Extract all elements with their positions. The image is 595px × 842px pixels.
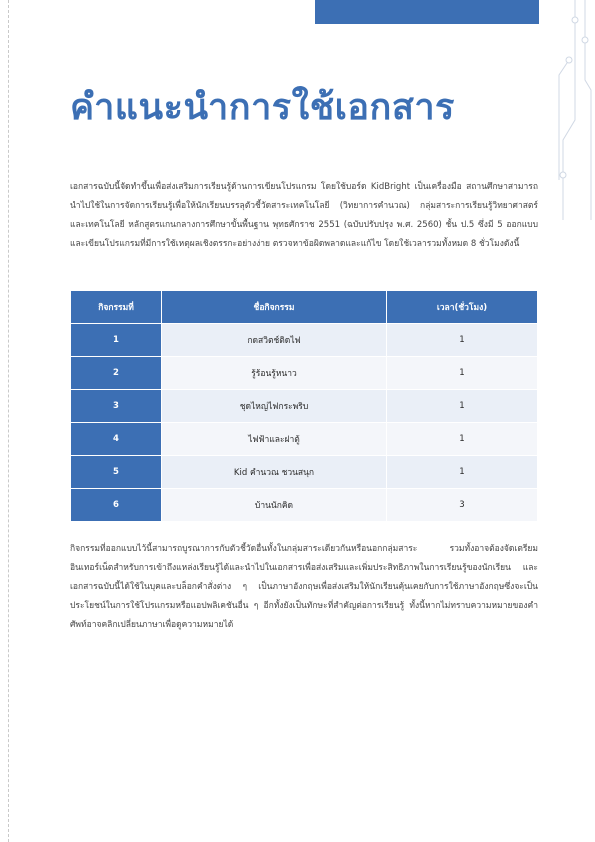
header-hours: เวลา(ชั่วโมง) — [387, 291, 538, 324]
intro-paragraph: เอกสารฉบับนี้จัดทำขึ้นเพื่อส่งเสริมการเรียนรู้ด้านการเขียนโปรแกรม โดยใช้บอร์ด KidBright เป็นเครื่องมือ สถานศึกษาสามารถนำไปใช้ในการจัดการเรียนรู้เพื่อให้นักเรียนบรรลุตัวชี้วัดสาระเทคโนโลยี (วิทยาการคำนวณ) กลุ่มสาระการเรียนรู้วิทยาศาสตร์และเทคโนโลยี หลักสูตรแกนกลางการศึกษาขั้นพื้นฐาน พุทธศักราช 2551 (ฉบับปรับปรุง พ.ศ. 2560) ชั้น ป.5 ซึ่งมี 5 ออกแบบและเขียนโปรแกรมที่มีการใช้เหตุผลเชิงตรรกะอย่างง่าย ตรวจหาข้อผิดพลาดและแก้ไข โดยใช้เวลารวมทั้งหมด 8 ชั่วโมงดังนี้ — [70, 182, 538, 249]
activity-table — [70, 290, 538, 522]
activity-hours: 1 — [387, 423, 538, 456]
table-row — [71, 324, 538, 357]
activity-hours: 1 — [387, 456, 538, 489]
activity-hours: 1 — [387, 324, 538, 357]
activity-name: รู้ร้อนรู้หนาว — [162, 357, 387, 390]
outro-paragraph: กิจกรรมที่ออกแบบไว้นี้สามารถบูรณาการกับตัวชี้วัดอื่นทั้งในกลุ่มสาระเดียวกันหรือนอกกลุ่มสาระ รวมทั้งอาจต้องจัดเตรียมอินเทอร์เน็ตสำหรับการเข้าถึงแหล่งเรียนรู้ได้และนำไปในเอกสารเพื่อส่งเสริมและเพิ่มประสิทธิภาพในการเรียนรู้ของนักเรียน และเอกสารฉบับนี้ได้ใช้ในบุคและบล็อกคำสั่งต่าง ๆ เป็นภาษาอังกฤษเพื่อส่งเสริมให้นักเรียนคุ้นเคยกับการใช้ภาษาอังกฤษซึ่งจะเป็นประโยชน์ในการใช้โปรแกรมหรือแอปพลิเคชันอื่น ๆ อีกทั้งยังเป็นทักษะที่สำคัญต่อการเรียนรู้ ทั้งนี้หากไม่ทราบความหมายของคำศัพท์อาจคลิกเปลี่ยนภาษาเพื่อดูความหมายได้ — [70, 544, 538, 630]
header-activity-number: กิจกรรมที่ — [71, 291, 162, 324]
circuit-decoration-icon — [555, 0, 595, 220]
header-activity-name: ชื่อกิจกรรม — [162, 291, 387, 324]
activity-number: 6 — [71, 489, 162, 522]
activity-name: ไฟฟ้าและฝาตู้ — [162, 423, 387, 456]
page-title: คำแนะนำการใช้เอกสาร — [70, 87, 455, 128]
table-row — [71, 423, 538, 456]
table-header-row — [71, 291, 538, 324]
activity-number: 2 — [71, 357, 162, 390]
activity-name: ชุดไหญ่ไฟกระพริบ — [162, 390, 387, 423]
header-accent-bar — [315, 0, 539, 24]
activity-hours: 3 — [387, 489, 538, 522]
activity-name: กดสวิตช์ติดไฟ — [162, 324, 387, 357]
activity-name: บ้านนักคิด — [162, 489, 387, 522]
table-row — [71, 390, 538, 423]
table-row — [71, 456, 538, 489]
table-row — [71, 357, 538, 390]
activity-number: 4 — [71, 423, 162, 456]
activity-name: Kid คำนวณ ชวนสนุก — [162, 456, 387, 489]
activity-hours: 1 — [387, 390, 538, 423]
activity-number: 1 — [71, 324, 162, 357]
table-row — [71, 489, 538, 522]
activity-number: 3 — [71, 390, 162, 423]
activity-number: 5 — [71, 456, 162, 489]
page-margin-line — [8, 0, 9, 842]
activity-hours: 1 — [387, 357, 538, 390]
